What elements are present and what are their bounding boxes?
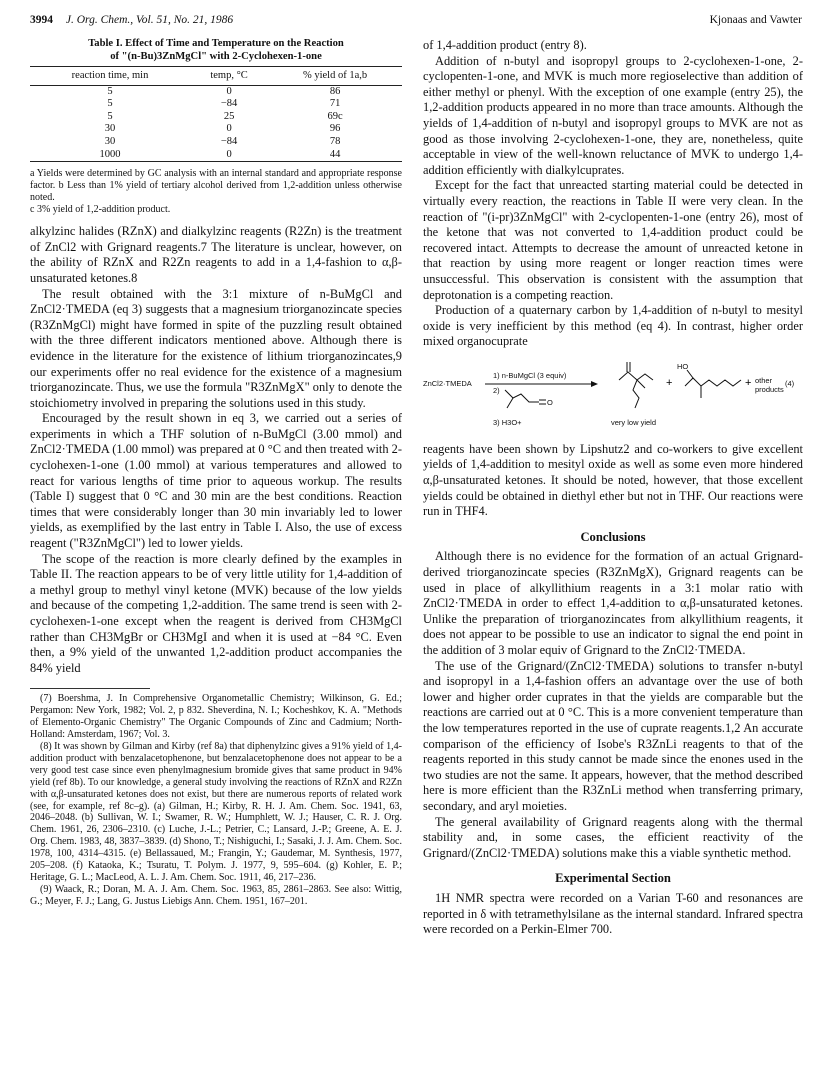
table-cell: 30 [104, 123, 116, 135]
references [30, 693, 402, 907]
table-row [30, 149, 402, 162]
table-cell: 96 [329, 123, 341, 135]
reference-entry: (7) Boershma, J. In Comprehensive Organometallic Chemistry; Wilkinson, G. Ed.; Pergamon: New York, 1982; Vol. 2, p 832. Sheverdina, N. I.; Kocheshkov, K. A. "Methods of Elemento-Organic Chemistry" The Organic Compounds of Zinc and Cadmium; North-Holland: Amsterdam, 1967; Vol. 3. [30, 693, 402, 741]
table-cell: 86 [329, 85, 341, 97]
body-paragraph: Production of a quaternary carbon by 1,4-addition of n-butyl to mesityl oxide is very inefficient by this method (eq 4). In contrast, higher order mixed organocuprate [423, 303, 803, 349]
reaction-scheme-eq4 [423, 358, 803, 436]
table-1-col-header: % yield of 1a,b [268, 67, 402, 86]
table-cell: 25 [223, 110, 235, 122]
table-1-caption-line2: of "(n-Bu)3ZnMgCl" with 2-Cyclohexen-1-one [110, 50, 322, 62]
page-header [30, 14, 802, 34]
body-paragraph: The scope of the reaction is more clearly defined by the examples in Table II. The reaction appears to be of very little utility for 1,4-addition of a methyl group to methyl vinyl ketone (MVK) because of the low yields and because of the competing 1,2-addition. The same trend is seen with 2-cyclohexen-1-one except when the reagent is derived from CH3MgCl rather than CH3MgBr or CH3MgI and when it is used at −84 °C. Even then, a 9% yield of the unwanted 1,2-addition product accompanies the 84% yield [30, 551, 402, 675]
conclusions-heading: Conclusions [580, 529, 646, 544]
body-paragraph: The general availability of Grignard reagents along with the thermal stability and, in some cases, the efficient reactivity of the Grignard/(ZnCl2·TMEDA) solutions make this a viable synthetic method. [423, 814, 803, 860]
scheme-reagent: ZnCl2·TMEDA [423, 378, 472, 388]
table-cell: 71 [329, 98, 341, 110]
page-number: 3994 [30, 14, 53, 26]
body-paragraph: The result obtained with the 3:1 mixture of n-BuMgCl and ZnCl2·TMEDA (eq 3) suggests that a magnesium triorganozincate species (R3ZnMgCl) might have formed in spite of the puzzling result obtained with the three different indicators mentioned above. Although there is evidence in the literature for the existence of lithium triorganozincates,9 our experiments offer no real evidence for the existence of a magnesium triorganozincate. Thus, we use the formula "R3ZnMgX" only to denote the stoichiometry involved in preparing the solutions used in this study. [30, 286, 402, 410]
body-paragraph: Encouraged by the result shown in eq 3, we carried out a series of experiments in which a THF solution of n-BuMgCl (3.00 mmol) and ZnCl2·TMEDA (1.00 mmol) was prepared at 0 °C and then treated with 2-cyclohexen-1-one (1.00 mmol) at various temperatures and allowed to react for various lengths of time prior to aqueous workup. The results (Table I) suggest that 0 °C and 30 min are the best conditions. Reaction times that were considerably longer than 30 min invariably led to lower yields, as exemplified by the last entry in Table I. Also, the use of excess reagent ("R3ZnMgCl") led to lower yields. [30, 411, 402, 551]
table-1 [30, 38, 402, 216]
scheme-step1: 1) n-BuMgCl (3 equiv) [493, 370, 567, 380]
table-1-col-header: reaction time, min [30, 67, 190, 86]
reference-entry: (8) It was shown by Gilman and Kirby (ref 8a) that diphenylzinc gives a 91% yield of 1,4-addition product with benzalacetophenone, but benzalacetophenone does not appear to be a very good test case since even phenylmagnesium bromide gives that same product in 94% yield (ref 8b). To our knowledge, a general study involving the reactions of RZnX and R2Zn with α,β-unsaturated ketones does not exist, but there are numerous reports of related work (see, for example, ref 8c–g). (a) Gilman, H.; Kirby, R. H. J. Am. Chem. Soc. 1941, 63, 2046–2048. (b) Sullivan, W. I.; Swamer, R. W.; Humphlett, W. J.; Hauser, C. R. J. Org. Chem. 1961, 26, 2306–2310. (c) Luche, J.-L.; Petrier, C.; Lansard, J.-P.; Greene, A. E. J. Org. Chem. 1983, 48, 3837–3839. (d) Shono, T.; Nishiguchi, I.; Sasaki, J. J. Am. Chem. Soc. 1978, 100, 4314–4315. (e) Bellassaued, M.; Frangin, Y.; Gaudemar, M. Synthesis, 1977, 205–208. (f) Kataoka, K.; Tsuratu, T. Polym. J. 1977, 9, 595–604. (g) Kohler, E. P.; Heritage, G. L.; MacLeod, A. L. J. Am. Chem. Soc. 1911, 46, 217–236. [30, 741, 402, 883]
right-column [423, 38, 803, 938]
scheme-oh-label: HO [677, 361, 689, 371]
left-column [30, 38, 402, 908]
table-cell: 69c [327, 110, 343, 122]
footnote-rule [30, 688, 150, 689]
table-1-footnotes [30, 168, 402, 216]
table-1-header-row [30, 67, 402, 86]
arrow-head [591, 381, 598, 387]
table-row [30, 123, 402, 136]
scheme-o-label: O [547, 397, 553, 407]
table-cell: 5 [107, 110, 113, 122]
scheme-product-note: very low yield [611, 417, 657, 427]
scheme-step2: 2) [493, 385, 500, 395]
reference-entry: (9) Waack, R.; Doran, M. A. J. Am. Chem. Soc. 1963, 85, 2861–2863. See also: Wittig, G.; Meyer, F. J.; Lang, G. Justus Liebigs Ann. Chem. 1951, 167–201. [30, 883, 402, 907]
scheme-step3: 3) H3O+ [493, 417, 522, 427]
table-cell: 5 [107, 85, 113, 97]
header-authors: Kjonaas and Vawter [709, 14, 802, 26]
body-paragraph: 1H NMR spectra were recorded on a Varian T-60 and resonances are reported in δ with tetramethylsilane as the internal standard. Infrared spectra were recorded on a Perkin-Elmer 700. [423, 890, 803, 937]
table-cell: −84 [220, 98, 238, 110]
table-cell: 30 [104, 135, 116, 147]
table-1-col-header: temp, °C [190, 67, 268, 86]
table-cell: 0 [226, 85, 232, 97]
table-1-caption-line1: Table I. Effect of Time and Temperature on the Reaction [88, 38, 344, 49]
body-paragraph: The use of the Grignard/(ZnCl2·TMEDA) solutions to transfer n-butyl and isopropyl in a 1,4-fashion offers an advantage over the use of both lower and higher order cuprates in that the yields are comparable but the reactions are carried out at 0 °C. This is a more convenient temperature than the low temperatures reported in the use of cuprate reagents.1,2 An accurate comparison of the efficiency of Isobe's R3ZnLi reagents to that of the reagents reported in this study cannot be made since the enones used in the two studies are not the same. It appears, however, that the method described here is more efficient than the R3ZnLi method when transferring primary, secondary, and aryl moieties. [423, 658, 803, 813]
table-cell: 5 [107, 98, 113, 110]
body-paragraph: Except for the fact that unreacted starting material could be detected in virtually every reaction, the reactions in Table II were very clean. In the reaction of "(i-pr)3ZnMgCl" with 2-cyclopenten-1-one (entry 26), most of the ketone that was not converted to 1,4-addition product could be recovered intact. Attempts to decrease the amount of unreacted ketone in that reaction by using more reagent or longer reaction times were unsuccessful. This observation is consistent with the assumption that deprotonation is a competing reaction. [423, 178, 803, 302]
journal-citation: J. Org. Chem., Vol. 51, No. 21, 1986 [65, 14, 234, 26]
body-paragraph: Addition of n-butyl and isopropyl groups to 2-cyclohexen-1-one, 2-cyclopenten-1-one, and MVK is much more regioselective than addition of either methyl or phenyl. With the exception of one example (entry 25), the 1,2-addition products appeared in no more than trace amounts. Although the yields of 1,4-addition of n-butyl and isopropyl groups to MVK are not as good as those involving 2-cyclohexen-1-one, they are, nonetheless, quite acceptable in view of the well-known reluctance of MVK to undergo 1,4-addition efficiently with dialkylcuprates. [423, 53, 803, 177]
table-row [30, 98, 402, 111]
table-row [30, 85, 402, 98]
table-row [30, 111, 402, 124]
svg-text:+: + [666, 376, 673, 389]
mesityl-oxide-structure [505, 390, 539, 402]
alcohol-product-structure [685, 378, 741, 386]
body-paragraph: Although there is no evidence for the formation of an actual Grignard-derived triorganozincate species (R3ZnMgX), Grignard reagents can be used in place of alkyllithium reagents in a 3:1 molar ratio with ZnCl2·TMEDA in order to effect 1,4-addition to α,β-unsaturated ketones. Unlike the preparation of triorganozincates from alkyllithium reagents, it does not appear to be possible to use an indicator to signal the end point in the addition of 3 molar equiv of Grignard to the ZnCl2·TMEDA. [423, 549, 803, 657]
body-paragraph: reagents have been shown by Lipshutz2 and co-workers to give excellent yields of 1,4-addition to mesityl oxide as well as some even more hindered α,β-unsaturated ketones. It should be noted, however, that those excellent yields could be obtained in diethyl ether but not in THF. Our reactions were run in THF4. [423, 441, 803, 519]
table-cell: 1000 [30, 149, 190, 162]
scheme-eq-number: (4) [785, 378, 795, 388]
body-paragraph: alkylzinc halides (RZnX) and dialkylzinc reagents (R2Zn) is the treatment of ZnCl2 with Grignard reagents.7 The literature is unclear, however, on the ability of RZnX and R2Zn reagents to add in a 1,4-fashion to α,β-unsaturated ketones.8 [30, 224, 402, 285]
table-row [30, 136, 402, 149]
table-cell: −84 [220, 135, 238, 147]
scheme-other-products: other products [755, 375, 784, 394]
header-left [30, 14, 233, 26]
table-cell: 0 [226, 123, 232, 135]
table-cell: 44 [268, 149, 402, 162]
table-cell: 0 [190, 149, 268, 162]
table-cell: 78 [329, 135, 341, 147]
svg-text:+: + [745, 376, 752, 389]
body-paragraph: of 1,4-addition product (entry 8). [423, 38, 587, 52]
table-footnote: a Yields were determined by GC analysis with an internal standard and appropriate response factor. b Less than 1% yield of tertiary alcohol derived from 1,2-addition unless otherwise noted. [30, 168, 402, 204]
table-1-grid [30, 66, 402, 162]
table-footnote: c 3% yield of 1,2-addition product. [30, 204, 171, 216]
experimental-heading: Experimental Section [555, 871, 671, 886]
